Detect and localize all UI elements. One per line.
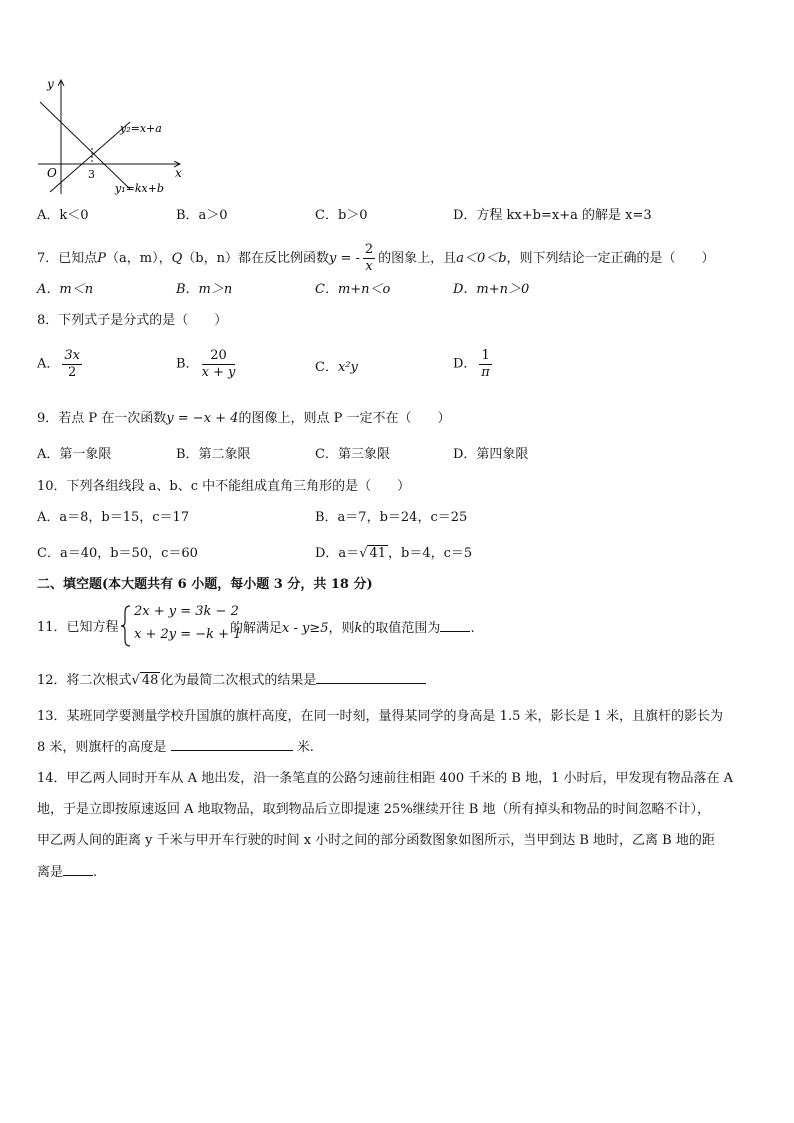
line2-label: y₂=x+a xyxy=(120,122,162,135)
q11-post: 的解满足x - y≥5，则k的取值范围为 . xyxy=(230,621,475,636)
q8-option-b: B． $\frac{20}{x + y}$ xyxy=(176,348,236,380)
q6-option-b: B．a＞0 xyxy=(176,208,228,223)
line1-label: y₁=kx+b xyxy=(115,182,164,195)
question-14-line-1: 14．甲乙两人同时开车从 A 地出发，沿一条笔直的公路匀速前往相距 400 千米的 B 地，1 小时后，甲发现有物品落在 A xyxy=(37,771,734,786)
q11-pre: 11．已知方程 xyxy=(37,620,119,635)
question-7: 7．已知点P（a，m），Q（b，n）都在反比例函数y = - $\frac{2}{x}$ 的图象上，且a＜0＜b，则下列结论一定正确的是（ ） xyxy=(37,242,715,274)
q10-option-a: A．a＝8，b＝15，c＝17 xyxy=(37,510,190,525)
y-axis-label: y xyxy=(47,77,54,91)
q8-option-c: C．x²y xyxy=(315,360,358,375)
brace-icon xyxy=(120,604,132,648)
question-8: 8．下列式子是分式的是（ ） xyxy=(37,313,228,328)
q10-option-b: B．a＝7，b＝24，c＝25 xyxy=(315,510,468,525)
q8-option-d: D． $\frac{1}{\pi}$ xyxy=(453,348,490,380)
question-13-line-1: 13．某班同学要测量学校升国旗的旗杆高度，在同一时刻，量得某同学的身高是 1.5 米，影长是 1 米，且旗杆的影长为 xyxy=(37,709,724,724)
q7-option-b: B．m＞n xyxy=(176,282,233,297)
q10-option-d: D．a＝√ 41 ，b＝4，c＝5 xyxy=(315,546,473,561)
q14-answer-blank[interactable] xyxy=(63,863,93,876)
q13-answer-blank[interactable] xyxy=(171,738,293,751)
q8-option-a: A． $\frac{3x}{2}$ xyxy=(37,348,80,380)
q6-option-c: C．b＞0 xyxy=(315,208,368,223)
q12-answer-blank[interactable] xyxy=(316,671,426,684)
origin-label: O xyxy=(47,166,57,180)
q11-equation-2: x + 2y = −k + 1 xyxy=(134,627,242,642)
tick-label: 3 xyxy=(88,168,95,181)
question-9: 9．若点 P 在一次函数y = −x + 4的图像上，则点 P 一定不在（ ） xyxy=(37,411,451,426)
q11-answer-blank[interactable] xyxy=(440,619,470,632)
x-axis-label: x xyxy=(175,166,182,180)
q7-option-c: C．m+n＜o xyxy=(315,282,391,297)
q11-equation-1: 2x + y = 3k − 2 xyxy=(134,604,239,619)
q9-option-a: A．第一象限 xyxy=(37,447,112,462)
question-14-line-4: 离是 . xyxy=(37,865,98,880)
sqrt-48: √ 48 xyxy=(131,673,159,688)
q9-option-d: D．第四象限 xyxy=(453,447,529,462)
q10-option-c: C．a＝40，b＝50，c＝60 xyxy=(37,546,198,561)
linear-functions-graph xyxy=(30,74,200,199)
q6-option-a: A．k＜0 xyxy=(37,208,89,223)
q7-option-d: D．m+n＞0 xyxy=(453,282,530,297)
question-14-line-2: 地，于是立即按原速返回 A 地取物品，取到物品后立即提速 25%继续开往 B 地（所有掉头和物品的时间忽略不计）， xyxy=(37,802,710,817)
q7-option-a: A．m＜n xyxy=(37,282,94,297)
q9-option-b: B．第二象限 xyxy=(176,447,251,462)
question-12: 12．将二次根式√ 48 化为最简二次根式的结果是 xyxy=(37,671,426,690)
q7-fraction: $\frac{2}{x}$ xyxy=(364,242,374,274)
section-2-heading: 二、填空题(本大题共有 6 小题，每小题 3 分，共 18 分) xyxy=(37,577,373,592)
question-10: 10．下列各组线段 a、b、c 中不能组成直角三角形的是（ ） xyxy=(37,479,411,494)
sqrt-41: √ 41 xyxy=(359,546,387,561)
q9-option-c: C．第三象限 xyxy=(315,447,390,462)
question-14-line-3: 甲乙两人间的距离 y 千米与甲开车行驶的时间 x 小时之间的部分函数图象如图所示，当甲到达 B 地时，乙离 B 地的距 xyxy=(37,833,715,848)
q6-option-d: D．方程 kx+b=x+a 的解是 x=3 xyxy=(453,208,652,223)
question-13-line-2: 8 米，则旗杆的高度是 米. xyxy=(37,740,314,755)
